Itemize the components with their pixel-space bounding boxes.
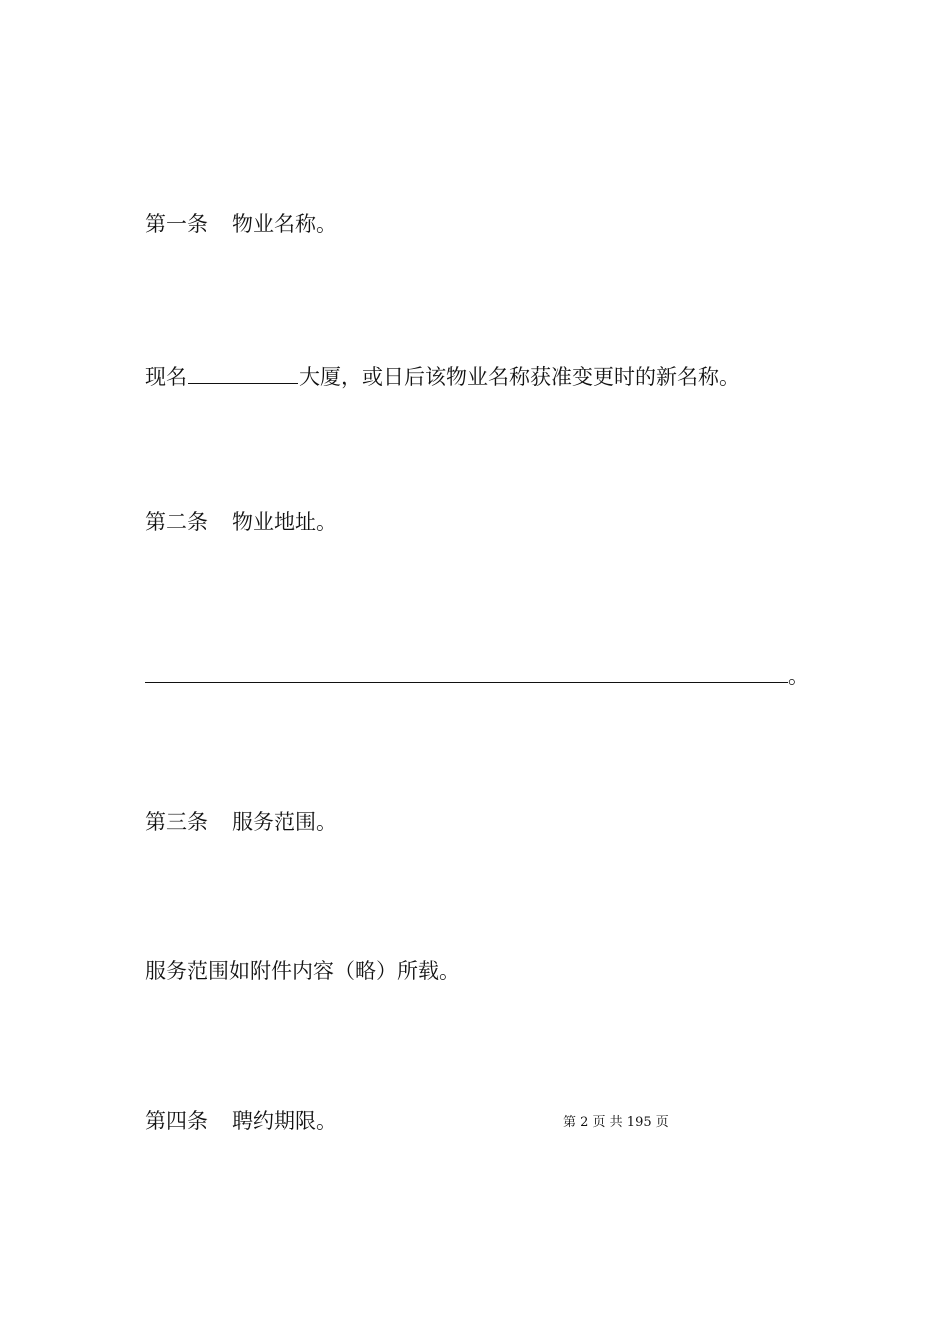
body-suffix: 。 bbox=[788, 664, 809, 688]
article-2-body bbox=[145, 660, 809, 690]
body-text: 服务范围如附件内容（略）所载。 bbox=[145, 959, 460, 983]
address-blank bbox=[145, 660, 788, 683]
body-suffix: 大厦，或日后该物业名称获准变更时的新名称。 bbox=[299, 365, 740, 389]
article-number: 第四条 bbox=[145, 1109, 208, 1133]
article-1-body bbox=[145, 361, 740, 391]
article-3-heading bbox=[145, 808, 337, 836]
fill-in-blank bbox=[188, 361, 298, 384]
article-number: 第二条 bbox=[145, 510, 208, 534]
article-4-heading bbox=[145, 1107, 337, 1135]
body-prefix: 现名 bbox=[145, 365, 187, 389]
article-title: 物业名称。 bbox=[232, 212, 337, 236]
article-1-heading bbox=[145, 210, 337, 238]
article-title: 聘约期限。 bbox=[232, 1109, 337, 1133]
article-number: 第一条 bbox=[145, 212, 208, 236]
article-title: 物业地址。 bbox=[232, 510, 337, 534]
page-indicator: 第 2 页 共 195 页 bbox=[563, 1115, 669, 1130]
article-3-body bbox=[145, 957, 460, 985]
article-number: 第三条 bbox=[145, 810, 208, 834]
article-title: 服务范围。 bbox=[232, 810, 337, 834]
article-2-heading bbox=[145, 508, 337, 536]
